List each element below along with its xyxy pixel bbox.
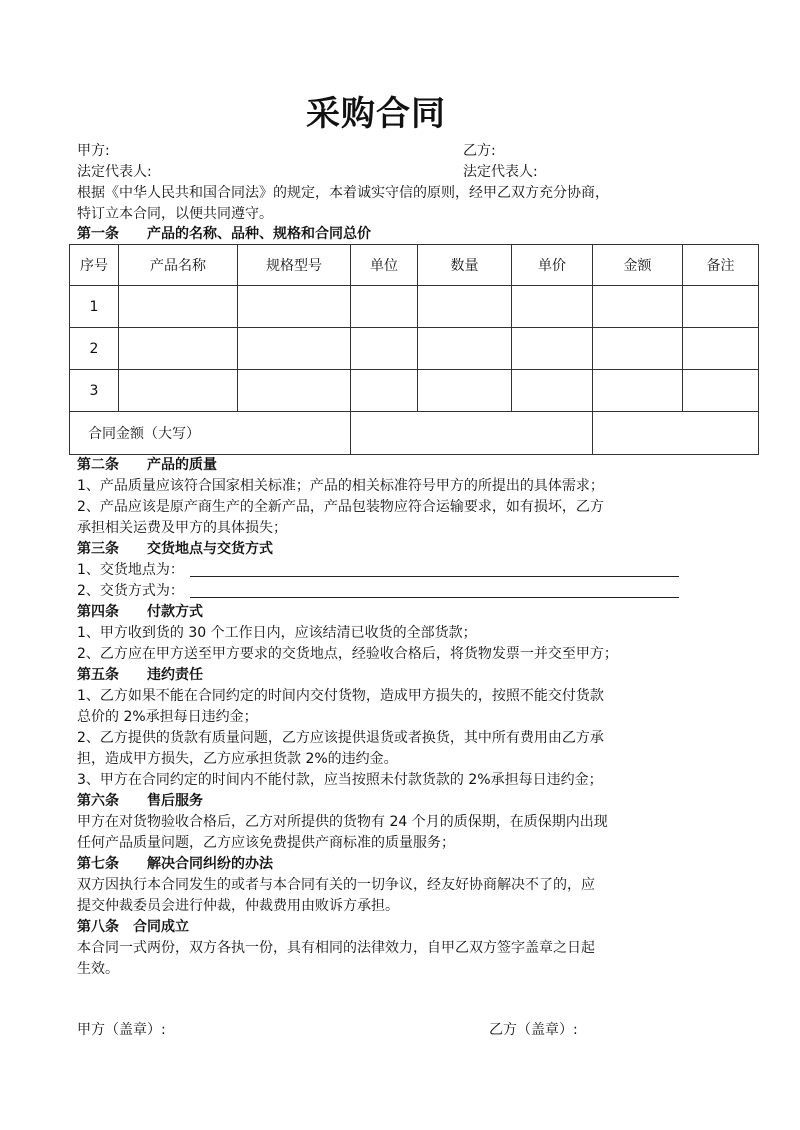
cell-spec — [238, 328, 351, 370]
cell-price — [512, 328, 593, 370]
table-header-row — [70, 245, 759, 286]
total-row — [70, 412, 759, 455]
party-b-label: 乙方: — [463, 143, 496, 159]
article-1-heading: 第一条 产品的名称、品种、规格和合同总价 — [77, 226, 371, 242]
row-number: 1 — [70, 286, 119, 328]
article-5-line-5: 3、甲方在合同约定的时间内不能付款，应当按照未付款货款的 2%承担每日违约金； — [77, 772, 603, 788]
party-b-rep-label: 法定代表人: — [463, 164, 538, 180]
intro-text-1: 根据《中华人民共和国合同法》的规定，本着诚实守信的原则，经甲乙双方充分协商， — [77, 185, 609, 201]
intro-text-2: 特订立本合同，以便共同遵守。 — [77, 206, 273, 222]
article-5-line-1: 1、乙方如果不能在合同约定的时间内交付货物，造成甲方损失的，按照不能交付货款 — [77, 688, 604, 704]
delivery-method-line — [190, 597, 679, 598]
total-amount-value — [351, 412, 593, 455]
header-cell-quantity: 数量 — [418, 245, 512, 286]
row-number: 3 — [70, 370, 119, 412]
document-title: 采购合同 — [306, 94, 446, 134]
header-cell-remark: 备注 — [683, 245, 759, 286]
article-6-line-2: 任何产品质量问题，乙方应该免费提供产商标准的质量服务； — [77, 835, 455, 851]
article-7-line-2: 提交仲裁委员会进行仲裁，仲裁费用由败诉方承担。 — [77, 898, 399, 914]
article-3-heading: 第三条 交货地点与交货方式 — [77, 541, 273, 557]
cell-name — [119, 328, 238, 370]
article-2-line-3: 承担相关运费及甲方的具体损失； — [77, 520, 287, 536]
party-a-seal-label: 甲方（盖章）: — [77, 1022, 166, 1038]
cell-spec — [238, 370, 351, 412]
article-7-heading: 第七条 解决合同纠纷的办法 — [77, 856, 273, 872]
article-6-line-1: 甲方在对货物验收合格后，乙方对所提供的货物有 24 个月的质保期，在质保期内出现 — [77, 814, 608, 830]
header-cell-spec: 规格型号 — [238, 245, 351, 286]
cell-price — [512, 286, 593, 328]
header-cell-price: 单价 — [512, 245, 593, 286]
article-5-line-4: 担，造成甲方损失，乙方应承担货款 2%的违约金。 — [77, 751, 398, 767]
cell-remark — [683, 286, 759, 328]
header-cell-amount: 金额 — [593, 245, 683, 286]
total-amount-label: 合同金额（大写） — [70, 412, 351, 455]
row-number: 2 — [70, 328, 119, 370]
article-5-heading: 第五条 违约责任 — [77, 667, 203, 683]
cell-quantity — [418, 370, 512, 412]
cell-name — [119, 286, 238, 328]
article-2-line-1: 1、产品质量应该符合国家相关标准；产品的相关标准符号甲方的所提出的具体需求； — [77, 478, 604, 494]
cell-unit — [351, 286, 418, 328]
delivery-method-label: 2、交货方式为： — [77, 583, 184, 599]
total-amount-extra — [593, 412, 759, 455]
cell-unit — [351, 370, 418, 412]
product-table — [69, 244, 759, 455]
article-7-line-1: 双方因执行本合同发生的或者与本合同有关的一切争议，经友好协商解决不了的，应 — [77, 877, 595, 893]
delivery-location-line — [190, 576, 679, 577]
cell-unit — [351, 328, 418, 370]
cell-name — [119, 370, 238, 412]
article-2-heading: 第二条 产品的质量 — [77, 457, 217, 473]
header-cell-name: 产品名称 — [119, 245, 238, 286]
cell-quantity — [418, 328, 512, 370]
article-8-line-1: 本合同一式两份，双方各执一份，具有相同的法律效力，自甲乙双方签字盖章之日起 — [77, 940, 595, 956]
cell-remark — [683, 370, 759, 412]
article-8-line-2: 生效。 — [77, 961, 119, 977]
article-4-line-2: 2、乙方应在甲方送至甲方要求的交货地点，经验收合格后，将货物发票一并交至甲方； — [77, 646, 618, 662]
article-5-line-3: 2、乙方提供的货款有质量问题，乙方应该提供退货或者换货，其中所有费用由乙方承 — [77, 730, 604, 746]
article-5-line-2: 总价的 2%承担每日违约金； — [77, 709, 258, 725]
cell-amount — [593, 286, 683, 328]
party-a-label: 甲方: — [77, 143, 110, 159]
article-4-line-1: 1、甲方收到货的 30 个工作日内，应该结清已收货的全部货款； — [77, 625, 477, 641]
cell-spec — [238, 286, 351, 328]
table-row — [70, 328, 759, 370]
delivery-location-label: 1、交货地点为： — [77, 562, 184, 578]
article-4-heading: 第四条 付款方式 — [77, 604, 203, 620]
cell-remark — [683, 328, 759, 370]
article-2-line-2: 2、产品应该是原产商生产的全新产品，产品包装物应符合运输要求，如有损坏，乙方 — [77, 499, 604, 515]
header-cell-unit: 单位 — [351, 245, 418, 286]
article-6-heading: 第六条 售后服务 — [77, 793, 203, 809]
header-cell-no: 序号 — [70, 245, 119, 286]
party-a-rep-label: 法定代表人: — [77, 164, 152, 180]
party-b-seal-label: 乙方（盖章）: — [489, 1022, 578, 1038]
table-row — [70, 286, 759, 328]
cell-amount — [593, 370, 683, 412]
table-row — [70, 370, 759, 412]
cell-price — [512, 370, 593, 412]
article-8-heading: 第八条 合同成立 — [77, 919, 189, 935]
cell-quantity — [418, 286, 512, 328]
cell-amount — [593, 328, 683, 370]
